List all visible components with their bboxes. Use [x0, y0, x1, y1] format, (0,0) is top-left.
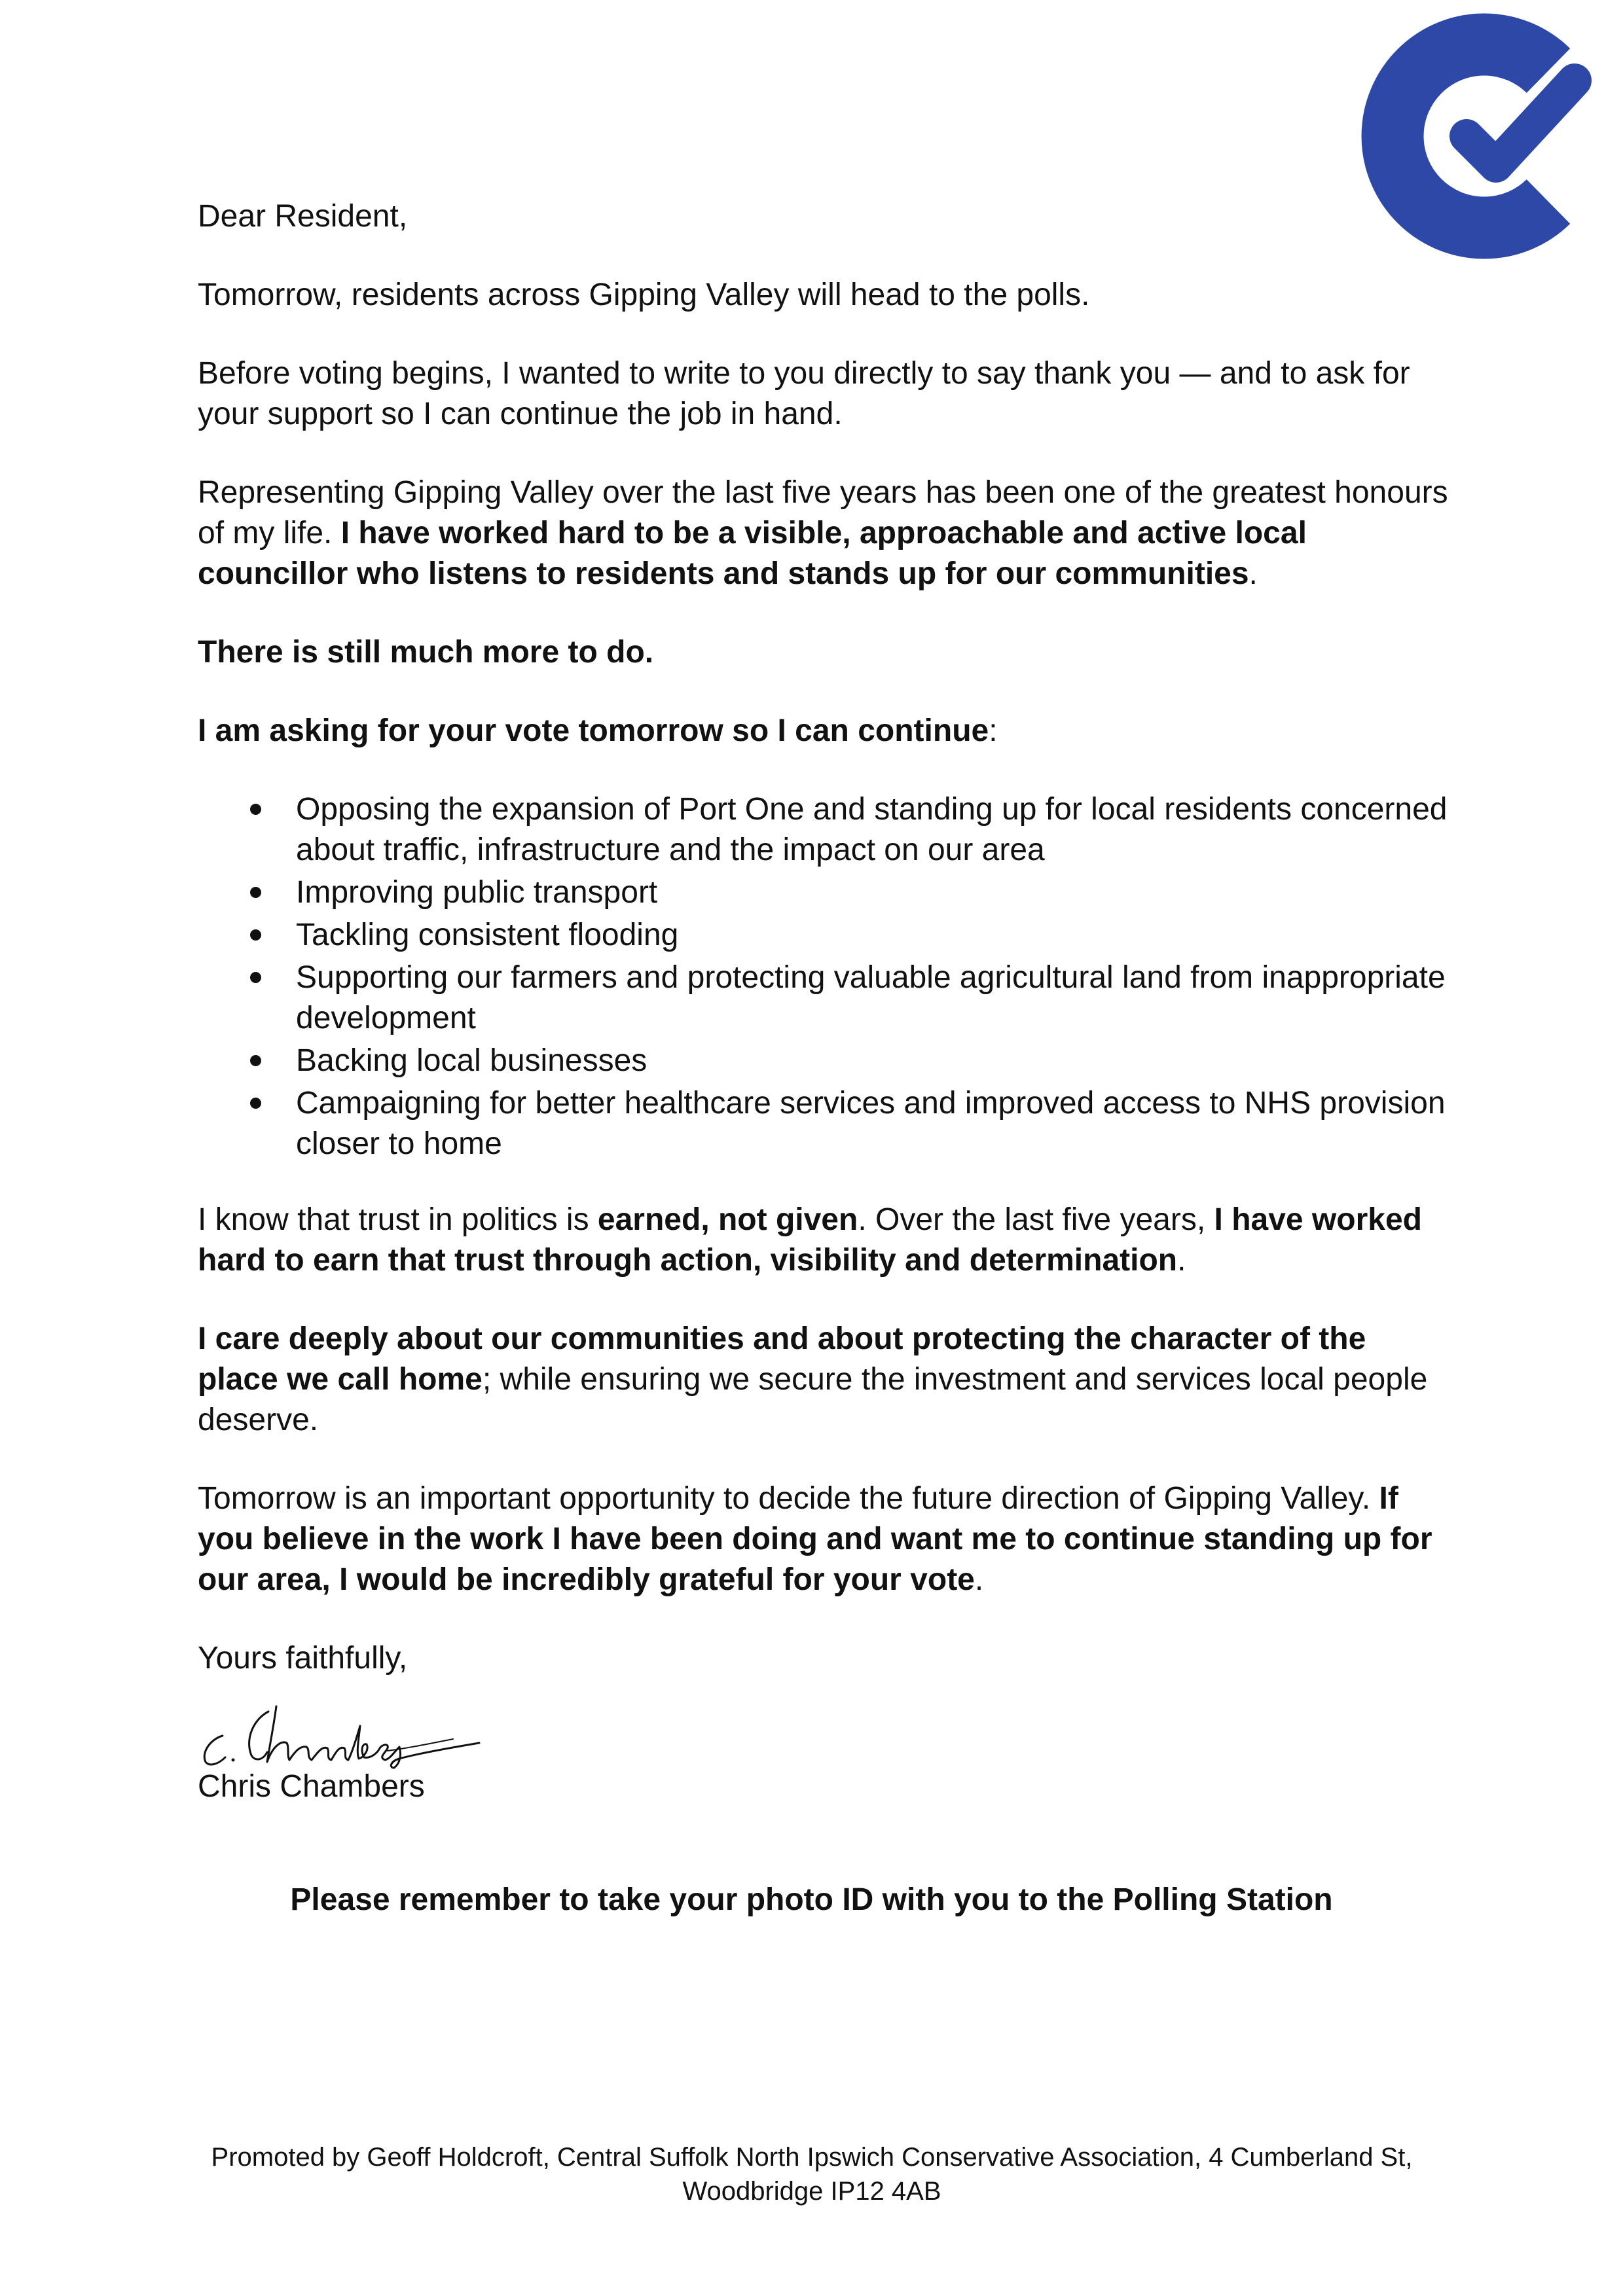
bullet-icon — [250, 804, 261, 815]
paragraph-representing-end: . — [1249, 556, 1258, 591]
paragraph-care — [198, 1319, 1455, 1441]
asking-vote-colon: : — [989, 713, 998, 748]
list-item — [198, 1083, 1455, 1164]
trust-text-c: . Over the last five years, — [858, 1202, 1214, 1237]
paragraph-more-to-do — [198, 632, 1455, 673]
bullet-icon — [250, 972, 261, 983]
care-bold: I care deeply about our communities and about protecting the character of the place we call home — [198, 1321, 1366, 1397]
list-item — [198, 915, 1455, 956]
trust-bold-worked: I have worked hard to earn that trust through action, visibility and determination — [198, 1202, 1422, 1278]
trust-bold-earned: earned, not given — [597, 1202, 858, 1237]
list-item-text: Tackling consistent flooding — [296, 918, 679, 952]
trust-text-end: . — [1177, 1243, 1186, 1278]
opportunity-text: Tomorrow is an important opportunity to decide the future direction of Gipping Valley. — [198, 1481, 1379, 1516]
signatory-name: Chris Chambers — [198, 1769, 425, 1804]
bullet-icon — [250, 929, 261, 941]
photo-id-reminder: Please remember to take your photo ID with you to the Polling Station — [290, 1882, 1333, 1917]
signature-icon — [191, 1700, 492, 1772]
list-item-text: Backing local businesses — [296, 1043, 647, 1078]
paragraph-representing-bold: I have worked hard to be a visible, approachable and active local councillor who listens to residents and stands up for our communities — [198, 516, 1307, 591]
opportunity-end: . — [974, 1562, 984, 1597]
paragraph-asking-vote — [198, 711, 1455, 751]
letter-body — [198, 196, 1455, 1807]
list-item-text: Campaigning for better healthcare services and improved access to NHS provision closer to home — [296, 1086, 1446, 1161]
list-item-text: Supporting our farmers and protecting valuable agricultural land from inappropriate development — [296, 960, 1446, 1035]
list-item — [198, 958, 1455, 1039]
bullet-icon — [250, 887, 261, 898]
paragraph-trust — [198, 1200, 1455, 1281]
paragraph-polls: Tomorrow, residents across Gipping Valley will head to the polls. — [198, 278, 1090, 312]
list-item — [198, 872, 1455, 913]
salutation: Dear Resident, — [198, 199, 408, 234]
list-item-text: Opposing the expansion of Port One and standing up for local residents concerned about traffic, infrastructure and the impact on our area — [296, 792, 1448, 867]
paragraph-thank-you: Before voting begins, I wanted to write to you directly to say thank you — and to ask for your support so I can continue the job in hand. — [198, 356, 1410, 431]
care-text: ; while ensuring we secure the investment and services local people deserve. — [198, 1362, 1428, 1437]
trust-text-a: I know that trust in politics is — [198, 1202, 598, 1237]
bullet-icon — [250, 1055, 261, 1066]
paragraph-representing — [198, 473, 1455, 594]
more-to-do-bold: There is still much more to do. — [198, 635, 654, 670]
asking-vote-bold: I am asking for your vote tomorrow so I can continue — [198, 713, 989, 748]
priorities-list — [198, 789, 1455, 1164]
signoff: Yours faithfully, — [198, 1641, 408, 1676]
imprint-footer: Promoted by Geoff Holdcroft, Central Suffolk North Ipswich Conservative Association, 4 Cumberland St, Woodbridge IP12 4AB — [211, 2143, 1413, 2206]
paragraph-representing-text: Representing Gipping Valley over the last five years has been one of the greatest honours of my life. — [198, 475, 1448, 550]
opportunity-bold: If you believe in the work I have been doing and want me to continue standing up for our area, I would be incredibly grateful for your vote — [198, 1481, 1432, 1597]
list-item-text: Improving public transport — [296, 875, 658, 910]
list-item — [198, 789, 1455, 870]
paragraph-opportunity — [198, 1479, 1455, 1600]
list-item — [198, 1041, 1455, 1081]
bullet-icon — [250, 1098, 261, 1109]
